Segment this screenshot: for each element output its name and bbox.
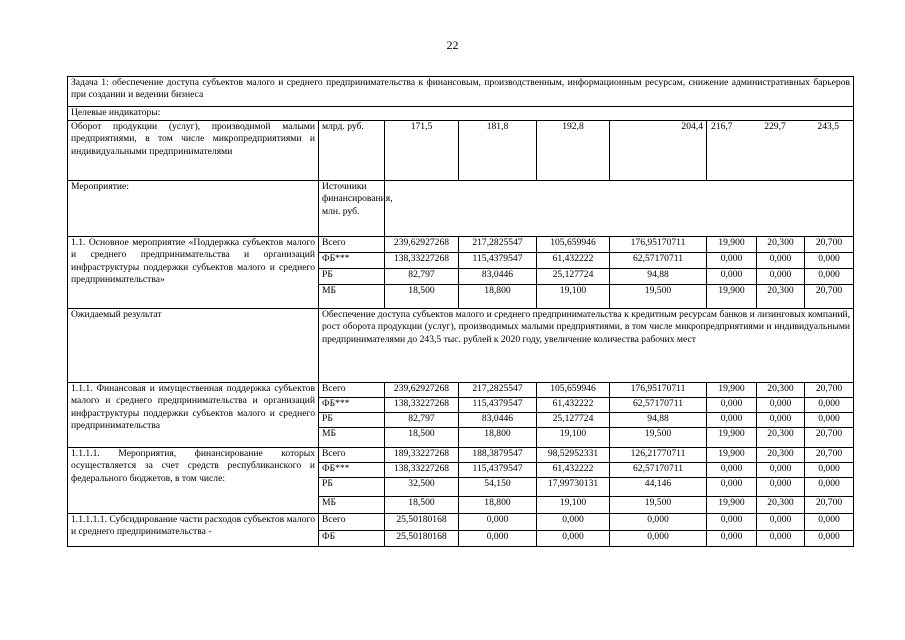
indicator-value-2: 181,8 — [459, 121, 537, 181]
value-cell: 17,99730131 — [537, 478, 610, 497]
source-cell: РБ — [319, 269, 385, 285]
source-cell: ФБ*** — [319, 398, 385, 413]
value-cell: 115,4379547 — [459, 398, 537, 413]
value-cell: 0,000 — [707, 514, 757, 531]
value-cell: 0,000 — [805, 514, 854, 531]
source-cell: МБ — [319, 497, 385, 514]
block-3-row-1 — [68, 448, 854, 463]
value-cell: 0,000 — [707, 531, 757, 547]
block-2-title: 1.1.1. Финансовая и имущественная поддержка субъектов малого и среднего предпринимательства и организаций инфраструктуры поддержки субъектов малого и среднего предпринимательства — [68, 383, 319, 448]
value-cell: 82,797 — [385, 413, 459, 428]
value-cell: 239,62927268 — [385, 237, 459, 253]
value-cell: 0,000 — [757, 463, 805, 478]
value-cell: 61,432222 — [537, 398, 610, 413]
block-3-title: 1.1.1.1. Мероприятия, финансирование которых осуществляется за счет средств республиканского и федерального бюджетов, в том числе: — [68, 448, 319, 514]
value-cell: 20,700 — [805, 428, 854, 448]
value-cell: 239,62927268 — [385, 383, 459, 398]
value-cell: 217,2825547 — [459, 237, 537, 253]
value-cell: 25,50180168 — [385, 514, 459, 531]
value-cell: 25,127724 — [537, 413, 610, 428]
value-cell: 62,57170711 — [610, 398, 707, 413]
value-cell: 0,000 — [707, 463, 757, 478]
value-cell: 61,432222 — [537, 463, 610, 478]
value-cell: 115,4379547 — [459, 253, 537, 269]
indicator-value-6: 229,7 — [764, 121, 786, 132]
value-cell: 0,000 — [707, 478, 757, 497]
value-cell: 0,000 — [805, 463, 854, 478]
program-table — [67, 76, 854, 547]
source-cell: Всего — [319, 514, 385, 531]
value-cell: 138,33227268 — [385, 463, 459, 478]
value-cell: 18,800 — [459, 428, 537, 448]
value-cell: 19,100 — [537, 497, 610, 514]
value-cell: 32,500 — [385, 478, 459, 497]
value-cell: 44,146 — [610, 478, 707, 497]
measure-label: Мероприятие: — [68, 181, 319, 237]
value-cell: 0,000 — [610, 531, 707, 547]
source-cell: Всего — [319, 237, 385, 253]
value-cell: 20,300 — [757, 237, 805, 253]
source-cell: МБ — [319, 428, 385, 448]
indicator-value-1: 171,5 — [385, 121, 459, 181]
value-cell: 20,700 — [805, 237, 854, 253]
value-cell: 0,000 — [757, 398, 805, 413]
value-cell: 0,000 — [805, 478, 854, 497]
task-text: Задача 1: обеспечение доступа субъектов малого и среднего предпринимательства к финансовым, производственным, информационным ресурсам, снижение административных барьеров при создании и ведении бизнеса — [68, 77, 854, 107]
indicator-row — [68, 121, 854, 181]
value-cell: 25,50180168 — [385, 531, 459, 547]
value-cell: 138,33227268 — [385, 253, 459, 269]
value-cell: 19,500 — [610, 428, 707, 448]
value-cell: 19,900 — [707, 285, 757, 309]
value-cell: 61,432222 — [537, 253, 610, 269]
task-row — [68, 77, 854, 107]
value-cell: 25,127724 — [537, 269, 610, 285]
expected-result-label: Ожидаемый результат — [68, 309, 319, 383]
value-cell: 19,900 — [707, 497, 757, 514]
value-cell: 0,000 — [805, 253, 854, 269]
indicators-label-row — [68, 107, 854, 121]
block-4-row-1 — [68, 514, 854, 531]
value-cell: 0,000 — [805, 413, 854, 428]
value-cell: 19,100 — [537, 428, 610, 448]
value-cell: 0,000 — [757, 531, 805, 547]
value-cell: 94,88 — [610, 413, 707, 428]
value-cell: 176,95170711 — [610, 383, 707, 398]
block-4-title: 1.1.1.1.1. Субсидирование части расходов субъектов малого и среднего предпринимательства - — [68, 514, 319, 547]
value-cell: 18,800 — [459, 285, 537, 309]
sources-header: Источники финансирования, млн. руб. — [319, 181, 385, 237]
value-cell: 19,900 — [707, 237, 757, 253]
source-cell: Всего — [319, 448, 385, 463]
source-cell: МБ — [319, 285, 385, 309]
value-cell: 18,500 — [385, 497, 459, 514]
value-cell: 19,900 — [707, 383, 757, 398]
value-cell: 18,800 — [459, 497, 537, 514]
value-cell: 98,52952331 — [537, 448, 610, 463]
indicator-unit: млрд. руб. — [319, 121, 385, 181]
value-cell: 105,659946 — [537, 237, 610, 253]
indicator-value-7: 243,5 — [817, 121, 840, 132]
value-cell: 18,500 — [385, 285, 459, 309]
value-cell: 0,000 — [757, 478, 805, 497]
value-cell: 176,95170711 — [610, 237, 707, 253]
page-number: 22 — [446, 38, 459, 52]
value-cell: 0,000 — [805, 269, 854, 285]
value-cell: 0,000 — [707, 413, 757, 428]
value-cell: 20,300 — [757, 383, 805, 398]
source-cell: Всего — [319, 383, 385, 398]
indicator-tail-values — [707, 121, 853, 133]
value-cell: 19,100 — [537, 285, 610, 309]
value-cell: 20,700 — [805, 448, 854, 463]
value-cell: 94,88 — [610, 269, 707, 285]
value-cell: 19,900 — [707, 448, 757, 463]
value-cell: 83,0446 — [459, 413, 537, 428]
value-cell: 18,500 — [385, 428, 459, 448]
value-cell: 0,000 — [757, 269, 805, 285]
source-cell: РБ — [319, 413, 385, 428]
value-cell: 0,000 — [459, 531, 537, 547]
value-cell: 0,000 — [610, 514, 707, 531]
value-cell: 0,000 — [537, 531, 610, 547]
value-cell: 0,000 — [757, 253, 805, 269]
program-table-container — [67, 76, 853, 547]
value-cell: 0,000 — [805, 531, 854, 547]
block-1-row-1 — [68, 237, 854, 253]
value-cell: 0,000 — [707, 253, 757, 269]
value-cell: 20,300 — [757, 497, 805, 514]
value-cell: 189,33227268 — [385, 448, 459, 463]
value-cell: 0,000 — [707, 398, 757, 413]
value-cell: 83,0446 — [459, 269, 537, 285]
indicator-value-4: 204,4 — [610, 121, 707, 181]
expected-result-row — [68, 309, 854, 383]
value-cell: 20,300 — [757, 285, 805, 309]
value-cell: 0,000 — [537, 514, 610, 531]
expected-result-text: Обеспечение доступа субъектов малого и среднего предпринимательства к кредитным ресурсам банков и лизинговых компаний, рост оборота продукции (услуг), производимых малыми предприятиями, в том числе микропредприятиями и индивидуальными предпринимателями до 243,5 тыс. рублей к 2020 году, увеличение количества рабочих мест — [319, 309, 854, 383]
value-cell: 62,57170711 — [610, 463, 707, 478]
value-cell: 19,900 — [707, 428, 757, 448]
value-cell: 105,659946 — [537, 383, 610, 398]
source-cell: ФБ — [319, 531, 385, 547]
value-cell: 20,300 — [757, 428, 805, 448]
value-cell: 20,700 — [805, 383, 854, 398]
indicator-value-3: 192,8 — [537, 121, 610, 181]
value-cell: 188,3879547 — [459, 448, 537, 463]
indicator-value-5: 216,7 — [711, 121, 733, 132]
value-cell: 20,700 — [805, 497, 854, 514]
value-cell: 0,000 — [805, 398, 854, 413]
value-cell: 82,797 — [385, 269, 459, 285]
value-cell: 115,4379547 — [459, 463, 537, 478]
value-cell: 126,21770711 — [610, 448, 707, 463]
value-cell: 62,57170711 — [610, 253, 707, 269]
source-cell: РБ — [319, 478, 385, 497]
value-cell: 0,000 — [707, 269, 757, 285]
block-1-title: 1.1. Основное мероприятие «Поддержка субъектов малого и среднего предпринимательства и организаций инфраструктуры поддержки субъектов малого и среднего предпринимательства» — [68, 237, 319, 309]
value-cell: 0,000 — [757, 413, 805, 428]
value-cell: 54,150 — [459, 478, 537, 497]
indicators-label: Целевые индикаторы: — [68, 107, 854, 121]
block-2-row-1 — [68, 383, 854, 398]
value-cell: 20,300 — [757, 448, 805, 463]
indicator-name: Оборот продукции (услуг), производимой малыми предприятиями, в том числе микропредприятиями и индивидуальными предпринимателями — [68, 121, 319, 181]
value-cell: 138,33227268 — [385, 398, 459, 413]
value-cell: 20,700 — [805, 285, 854, 309]
source-cell: ФБ*** — [319, 463, 385, 478]
value-cell: 217,2825547 — [459, 383, 537, 398]
measure-header-row — [68, 181, 854, 237]
value-cell: 19,500 — [610, 497, 707, 514]
value-cell: 0,000 — [757, 514, 805, 531]
value-cell: 0,000 — [459, 514, 537, 531]
measure-header-blank — [385, 181, 854, 237]
value-cell: 19,500 — [610, 285, 707, 309]
source-cell: ФБ*** — [319, 253, 385, 269]
